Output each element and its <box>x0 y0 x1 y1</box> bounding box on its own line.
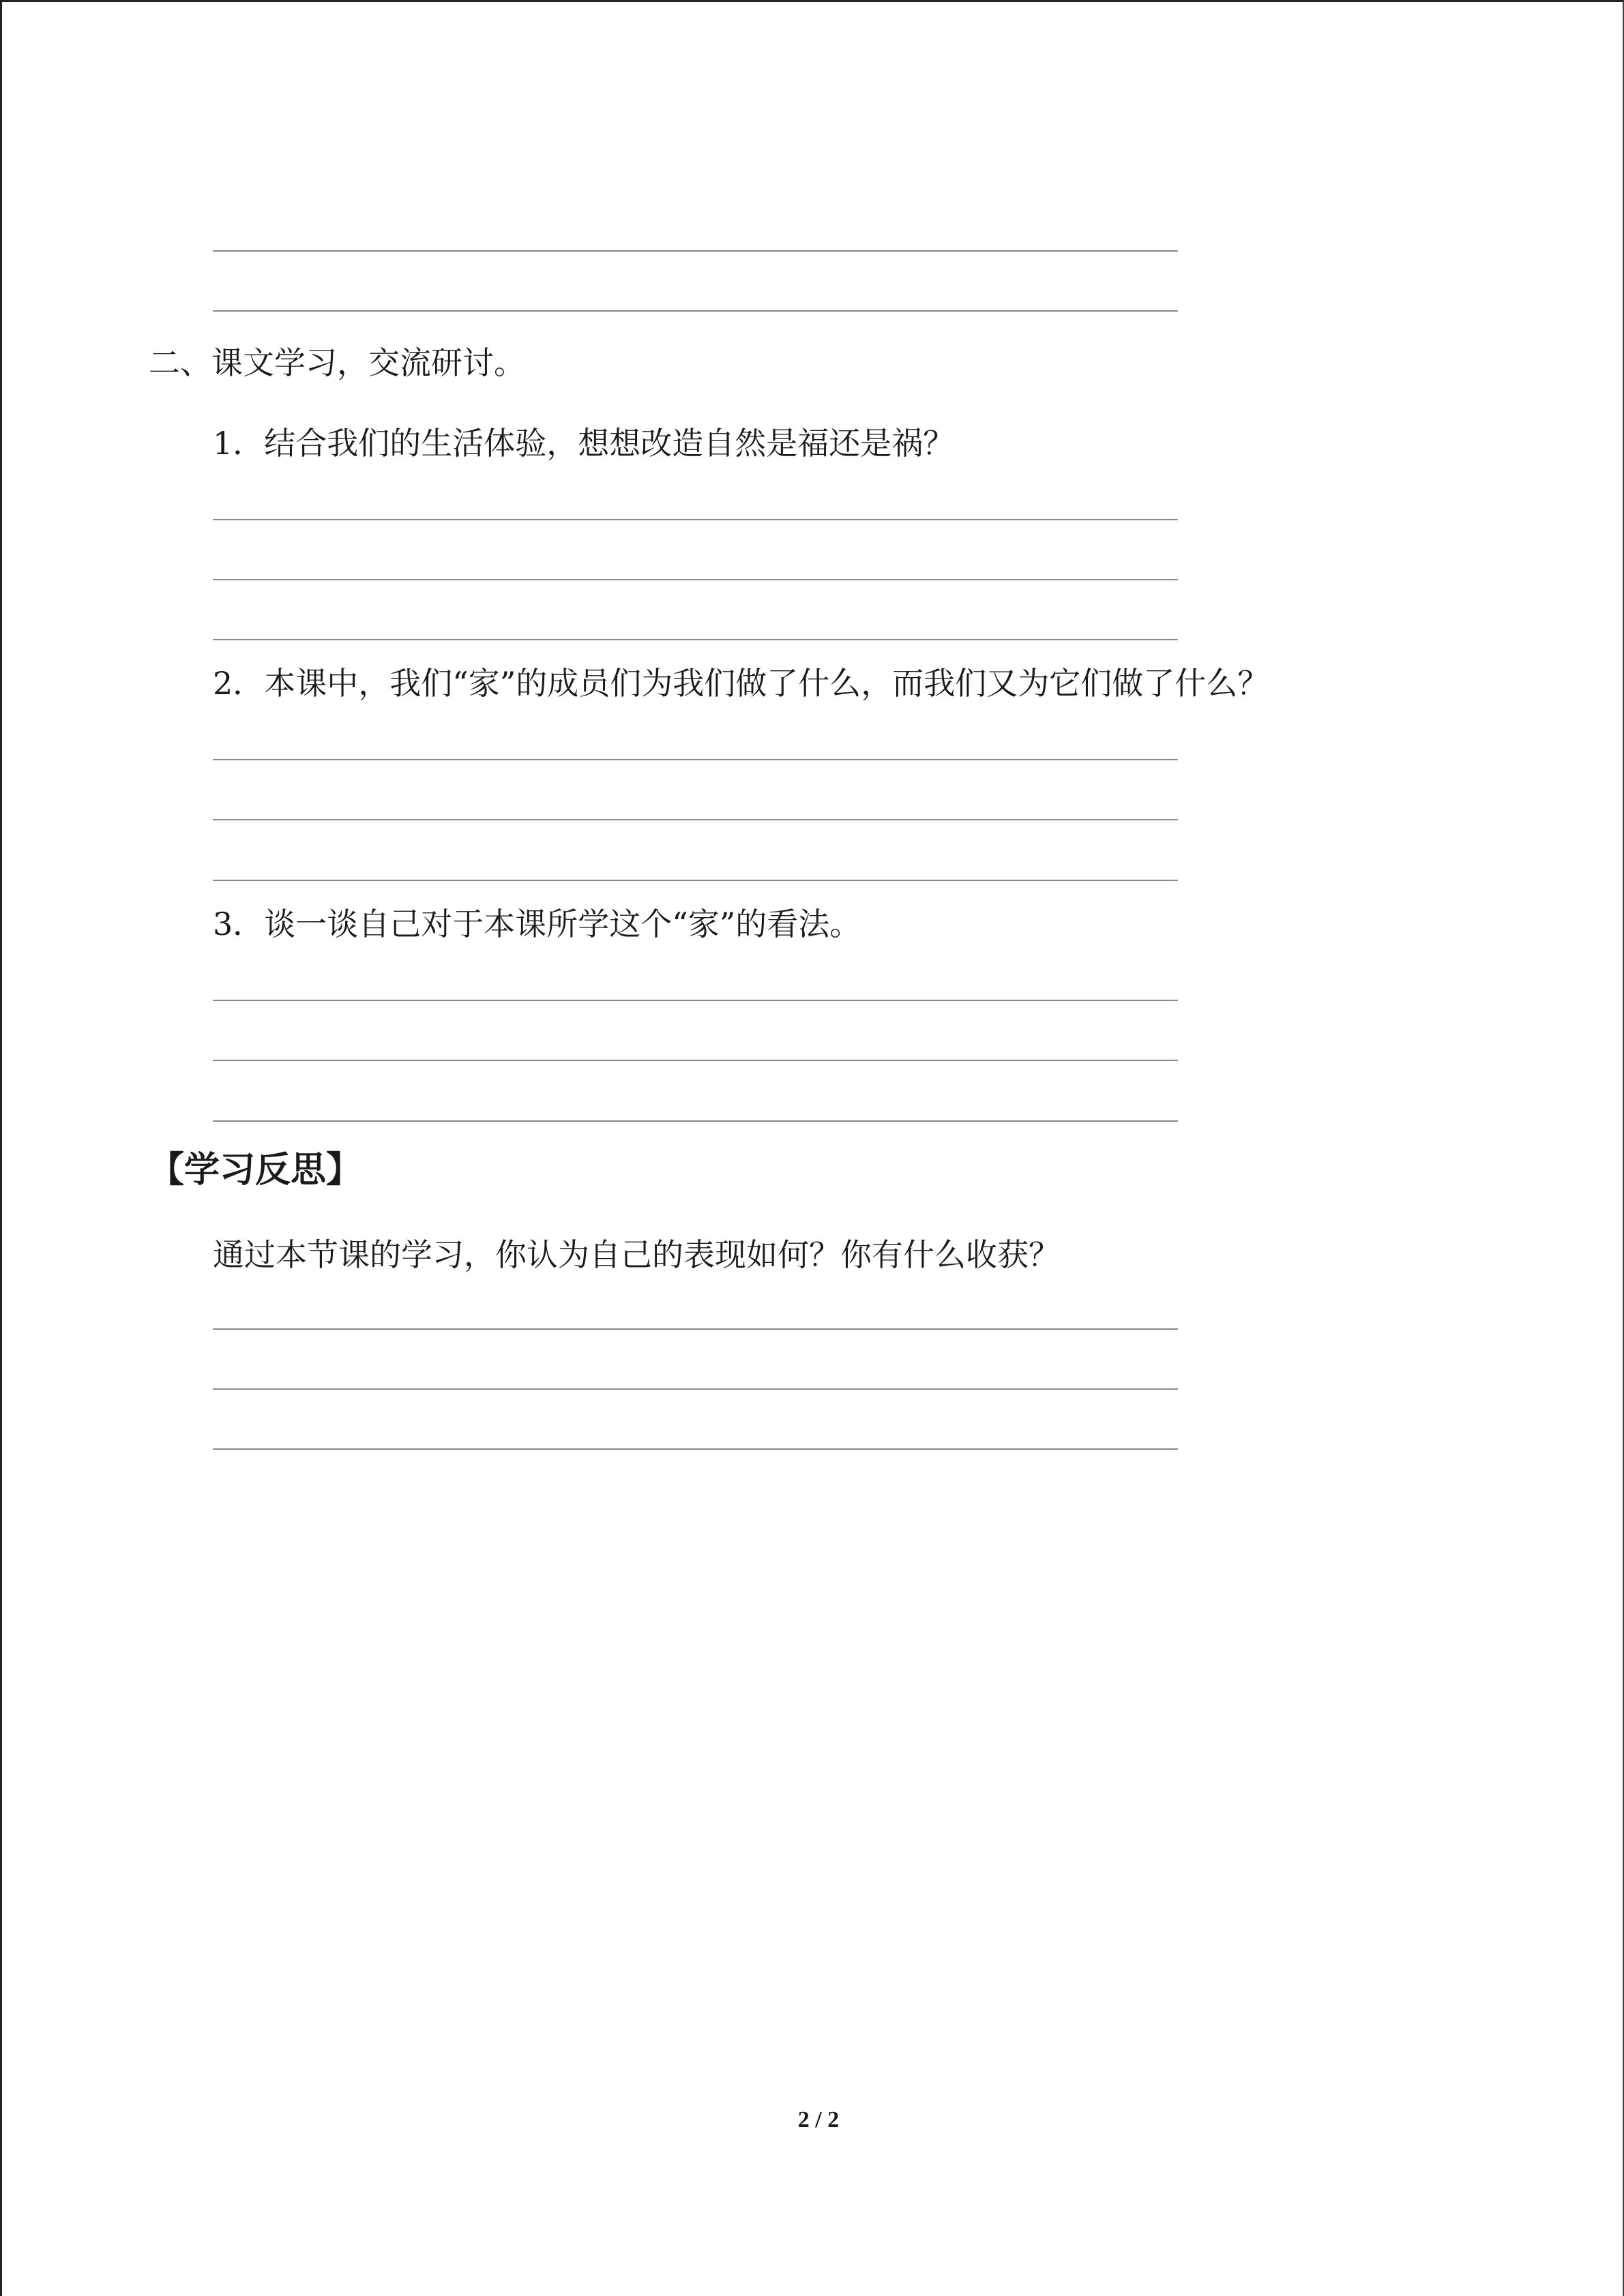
section-heading: 二、课文学习，交流研讨。 <box>149 344 525 381</box>
answer-line[interactable] <box>213 1388 1178 1390</box>
answer-line[interactable] <box>213 1060 1178 1061</box>
answer-line[interactable] <box>213 880 1178 881</box>
answer-line[interactable] <box>213 310 1178 312</box>
answer-line[interactable] <box>213 639 1178 640</box>
question-2: 2．本课中，我们“家”的成员们为我们做了什么，而我们又为它们做了什么？ <box>213 665 1269 702</box>
answer-line[interactable] <box>213 519 1178 520</box>
answer-line[interactable] <box>213 1000 1178 1001</box>
answer-line[interactable] <box>213 1448 1178 1450</box>
answer-line[interactable] <box>213 759 1178 760</box>
question-1: 1．结合我们的生活体验，想想改造自然是福还是祸？ <box>213 425 955 462</box>
reflection-prompt: 通过本节课的学习，你认为自己的表现如何？你有什么收获？ <box>213 1236 1060 1273</box>
answer-line[interactable] <box>213 819 1178 820</box>
answer-line[interactable] <box>213 1120 1178 1122</box>
reflection-title: 【学习反思】 <box>149 1150 362 1191</box>
answer-line[interactable] <box>213 250 1178 252</box>
page-number: 2 / 2 <box>797 2107 840 2132</box>
question-3: 3．谈一谈自己对于本课所学这个“家”的看法。 <box>213 906 861 942</box>
answer-line[interactable] <box>213 579 1178 580</box>
answer-line[interactable] <box>213 1328 1178 1330</box>
